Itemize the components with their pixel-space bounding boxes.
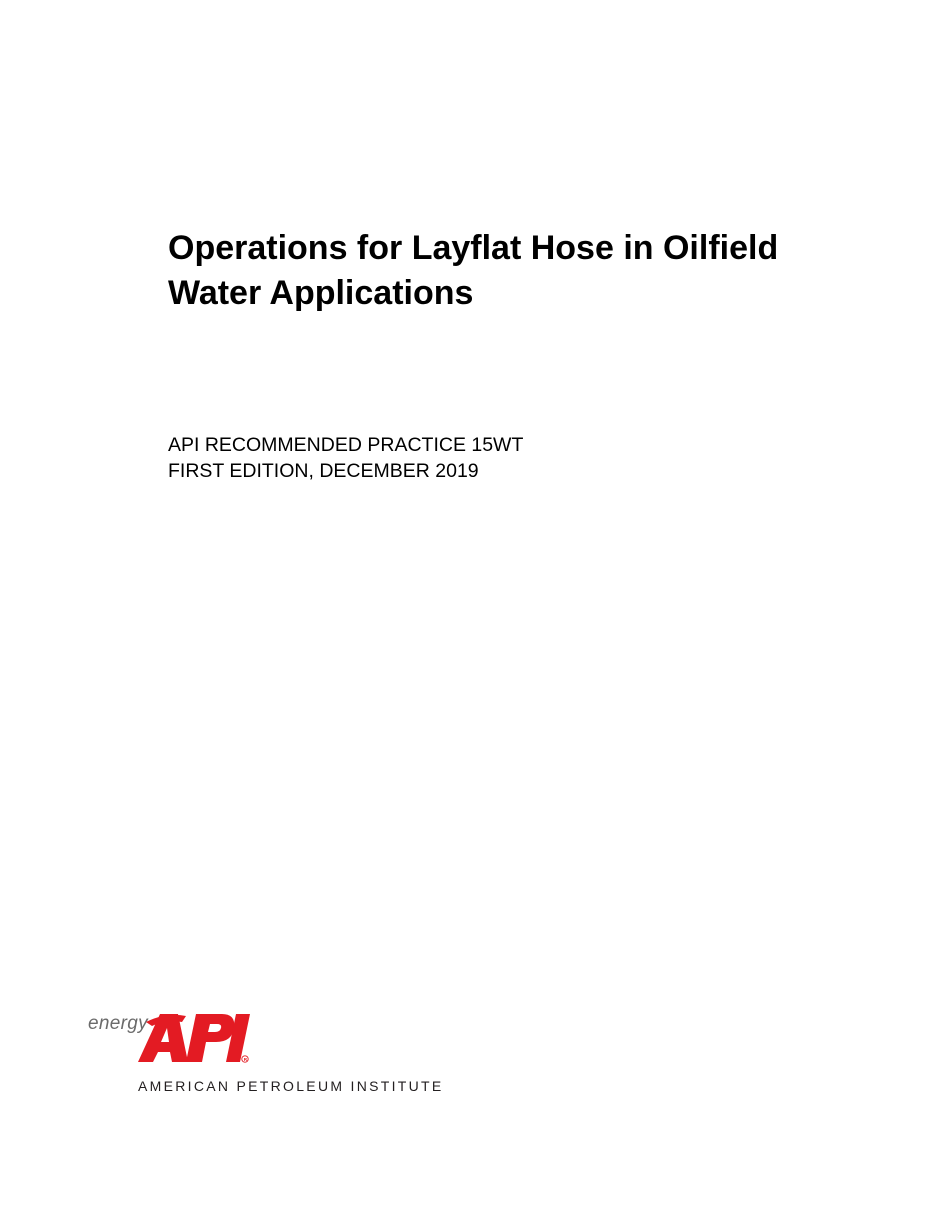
organization-name: AMERICAN PETROLEUM INSTITUTE [138,1078,444,1094]
logo-letter-p [186,1014,234,1062]
document-title [168,226,888,316]
logo-tagline-energy: energy [88,1013,148,1034]
document-designation [168,432,523,484]
registered-mark: R [243,1056,248,1062]
api-logo [86,1008,444,1098]
document-title-line-2: Water Applications [168,274,474,312]
edition-date: FIRST EDITION, DECEMBER 2019 [168,460,479,482]
api-logo-mark [86,1008,256,1070]
document-title-line-1: Operations for Layflat Hose in Oilfield [168,229,779,267]
standard-number: API RECOMMENDED PRACTICE 15WT [168,434,524,456]
